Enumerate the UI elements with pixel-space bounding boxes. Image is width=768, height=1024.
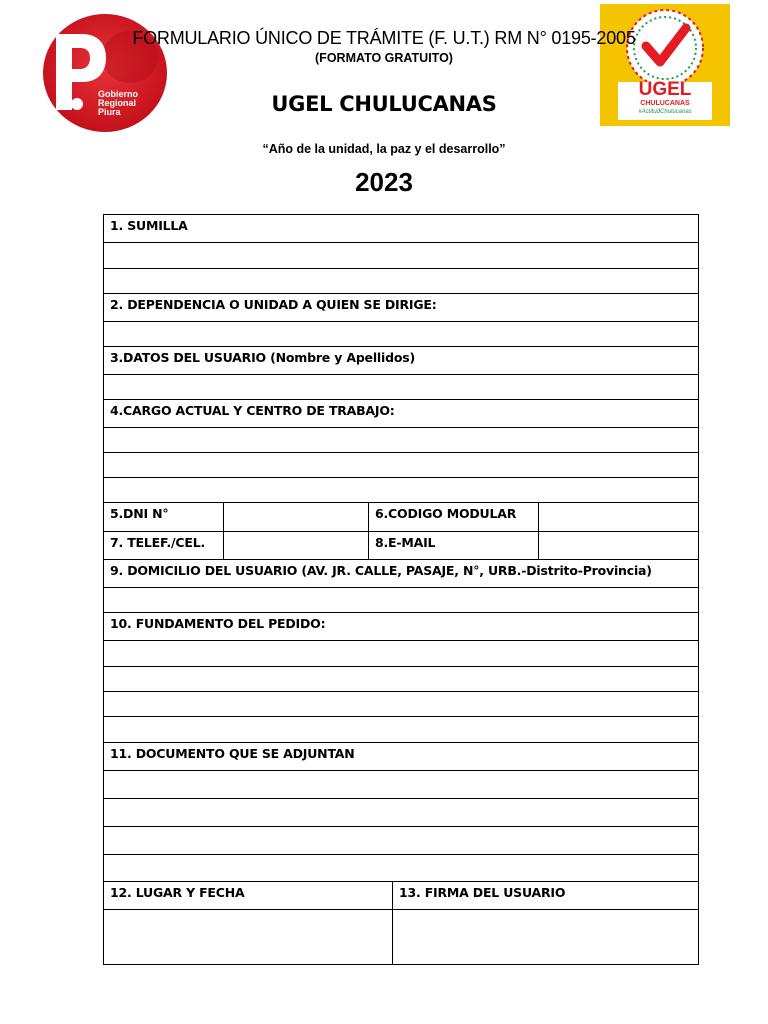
label-dependencia: 2. DEPENDENCIA O UNIDAD A QUIEN SE DIRIGE:	[110, 297, 437, 312]
field-sumilla-line-2[interactable]	[104, 269, 698, 294]
field-datos-usuario[interactable]	[104, 375, 698, 400]
field-documentos-line-4[interactable]	[104, 855, 698, 882]
logo-ugel-tag: #ActitudChulucanas	[638, 109, 692, 115]
row-dependencia-label	[104, 294, 698, 322]
row-documentos-label	[104, 743, 698, 771]
field-fundamento-line-4[interactable]	[104, 717, 698, 743]
firma-label-cell	[392, 882, 698, 909]
row-cargo-label	[104, 400, 698, 428]
logo-text-line: Regional	[98, 98, 137, 108]
year: 2023	[355, 167, 413, 197]
row-domicilio-label	[104, 560, 698, 588]
form-subtitle: (FORMATO GRATUITO)	[315, 51, 453, 65]
row-fundamento-label	[104, 613, 698, 641]
logo-text-line: Gobierno	[98, 89, 138, 99]
field-dependencia[interactable]	[104, 322, 698, 347]
field-domicilio[interactable]	[104, 588, 698, 613]
label-datos-usuario: 3.DATOS DEL USUARIO (Nombre y Apellidos)	[110, 350, 415, 365]
codigo-modular-label-cell	[368, 503, 538, 531]
label-codigo-modular: 6.CODIGO MODULAR	[375, 506, 517, 521]
email-label-cell	[368, 532, 538, 559]
label-telefono: 7. TELEF./CEL.	[110, 535, 206, 550]
field-documentos-line-3[interactable]	[104, 827, 698, 855]
label-domicilio: 9. DOMICILIO DEL USUARIO (AV. JR. CALLE, PASAJE, N°, URB.-Distrito-Provincia)	[110, 563, 652, 578]
field-fundamento-line-3[interactable]	[104, 692, 698, 717]
label-sumilla: 1. SUMILLA	[110, 218, 188, 233]
field-documentos-line-1[interactable]	[104, 771, 698, 799]
field-codigo-modular[interactable]	[538, 503, 698, 531]
row-telefono-email	[104, 532, 698, 560]
logo-text-line: Piura	[98, 107, 121, 117]
field-cargo-line-3[interactable]	[104, 478, 698, 503]
form-title: FORMULARIO ÚNICO DE TRÁMITE (F. U.T.) RM N° 0195-2005	[132, 28, 636, 48]
field-sumilla-line-1[interactable]	[104, 243, 698, 269]
label-lugar-fecha: 12. LUGAR Y FECHA	[110, 885, 245, 900]
field-firma[interactable]	[392, 910, 698, 965]
field-email[interactable]	[538, 532, 698, 559]
label-firma: 13. FIRMA DEL USUARIO	[399, 885, 566, 900]
field-telefono[interactable]	[223, 532, 368, 559]
fut-form-table	[103, 214, 699, 965]
field-cargo-line-1[interactable]	[104, 428, 698, 453]
label-dni: 5.DNI N°	[110, 506, 169, 521]
label-email: 8.E-MAIL	[375, 535, 436, 550]
label-cargo: 4.CARGO ACTUAL Y CENTRO DE TRABAJO:	[110, 403, 395, 418]
field-fundamento-line-2[interactable]	[104, 667, 698, 692]
row-dni-codigo	[104, 503, 698, 532]
year-motto: “Año de la unidad, la paz y el desarrollo”	[262, 142, 506, 156]
field-documentos-line-2[interactable]	[104, 799, 698, 827]
organization-name: UGEL CHULUCANAS	[271, 92, 497, 116]
field-cargo-line-2[interactable]	[104, 453, 698, 478]
label-fundamento: 10. FUNDAMENTO DEL PEDIDO:	[110, 616, 326, 631]
row-lugar-firma-fields	[104, 910, 698, 965]
logo-ugel-text: UGEL	[638, 79, 692, 100]
logo-ugel-subtext: CHULUCANAS	[640, 100, 690, 107]
row-lugar-firma-label	[104, 882, 698, 910]
row-sumilla-label	[104, 215, 698, 243]
row-datos-usuario-label	[104, 347, 698, 375]
field-fundamento-line-1[interactable]	[104, 641, 698, 667]
label-documentos: 11. DOCUMENTO QUE SE ADJUNTAN	[110, 746, 355, 761]
field-lugar-fecha[interactable]	[104, 910, 392, 965]
field-dni[interactable]	[223, 503, 368, 531]
